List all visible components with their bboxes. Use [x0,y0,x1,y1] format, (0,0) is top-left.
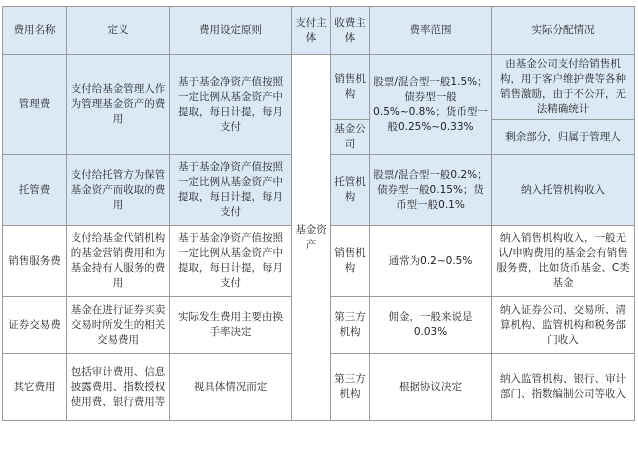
cell-receiver: 第三方机构 [331,354,370,421]
cell-principle: 基于基金净资产值按照一定比例从基金资产中提取，每日计提，每月支付 [170,226,292,297]
cell-allocation: 纳入托管机构收入 [492,155,635,226]
cell-fee-name: 其它费用 [3,354,67,421]
cell-allocation: 纳入销售机构收入，一般无认/申购费用的基金会有销售服务费，比如货币基金、C类基金 [492,226,635,297]
cell-allocation: 由基金公司支付给销售机构，用于客户维护费等各种销售激励，由于不公开，无法精确统计 [492,55,635,120]
cell-fee-name: 管理费 [3,55,67,155]
table-row-management-fee [3,55,635,120]
fund-fee-table [2,6,635,421]
cell-allocation: 纳入证券公司、交易所、清算机构、监管机构和税务部门收入 [492,297,635,354]
header-rate: 费率范围 [370,7,492,55]
cell-rate: 股票/混合型一般0.2%；债券型一般0.15%；货币型一般0.1% [370,155,492,226]
cell-receiver: 销售机构 [331,226,370,297]
cell-principle: 视具体情况而定 [170,354,292,421]
cell-principle: 基于基金净资产值按照一定比例从基金资产中提取，每日计提，每月支付 [170,55,292,155]
cell-definition: 包括审计费用、信息披露费用、指数授权使用费、银行费用等 [67,354,170,421]
cell-principle: 实际发生费用主要由换手率决定 [170,297,292,354]
cell-fee-name: 证券交易费 [3,297,67,354]
cell-fee-name: 托管费 [3,155,67,226]
header-row [3,7,635,55]
cell-definition: 基金在进行证券买卖交易时所发生的相关交易费用 [67,297,170,354]
cell-definition: 支付给基金代销机构的基金营销费用和为基金持有人服务的费用 [67,226,170,297]
cell-receiver: 托管机构 [331,155,370,226]
header-allocation: 实际分配情况 [492,7,635,55]
header-definition: 定义 [67,7,170,55]
header-receiver: 收费主体 [331,7,370,55]
cell-rate: 根据协议决定 [370,354,492,421]
header-principle: 费用设定原则 [170,7,292,55]
cell-principle: 基于基金净资产值按照一定比例从基金资产中提取，每日计提，每月支付 [170,155,292,226]
header-payer: 支付主体 [292,7,331,55]
fee-table-container [2,6,635,421]
cell-definition: 支付给基金管理人作为管理基金资产的费用 [67,55,170,155]
cell-fee-name: 销售服务费 [3,226,67,297]
cell-receiver: 销售机构 [331,55,370,120]
cell-rate: 通常为0.2~0.5% [370,226,492,297]
cell-definition: 支付给托管方为保管基金资产而收取的费用 [67,155,170,226]
cell-allocation: 剩余部分，归属于管理人 [492,120,635,155]
cell-receiver: 基金公司 [331,120,370,155]
cell-payer-merged: 基金资产 [292,55,331,421]
cell-rate: 股票/混合型一般1.5%；债券型一般0.5%~0.8%；货币型一般0.25%~0.33% [370,55,492,155]
header-fee-name: 费用名称 [3,7,67,55]
cell-receiver: 第三方机构 [331,297,370,354]
cell-rate: 佣金，一般来说是0.03% [370,297,492,354]
cell-allocation: 纳入监管机构、银行、审计部门、指数编制公司等收入 [492,354,635,421]
